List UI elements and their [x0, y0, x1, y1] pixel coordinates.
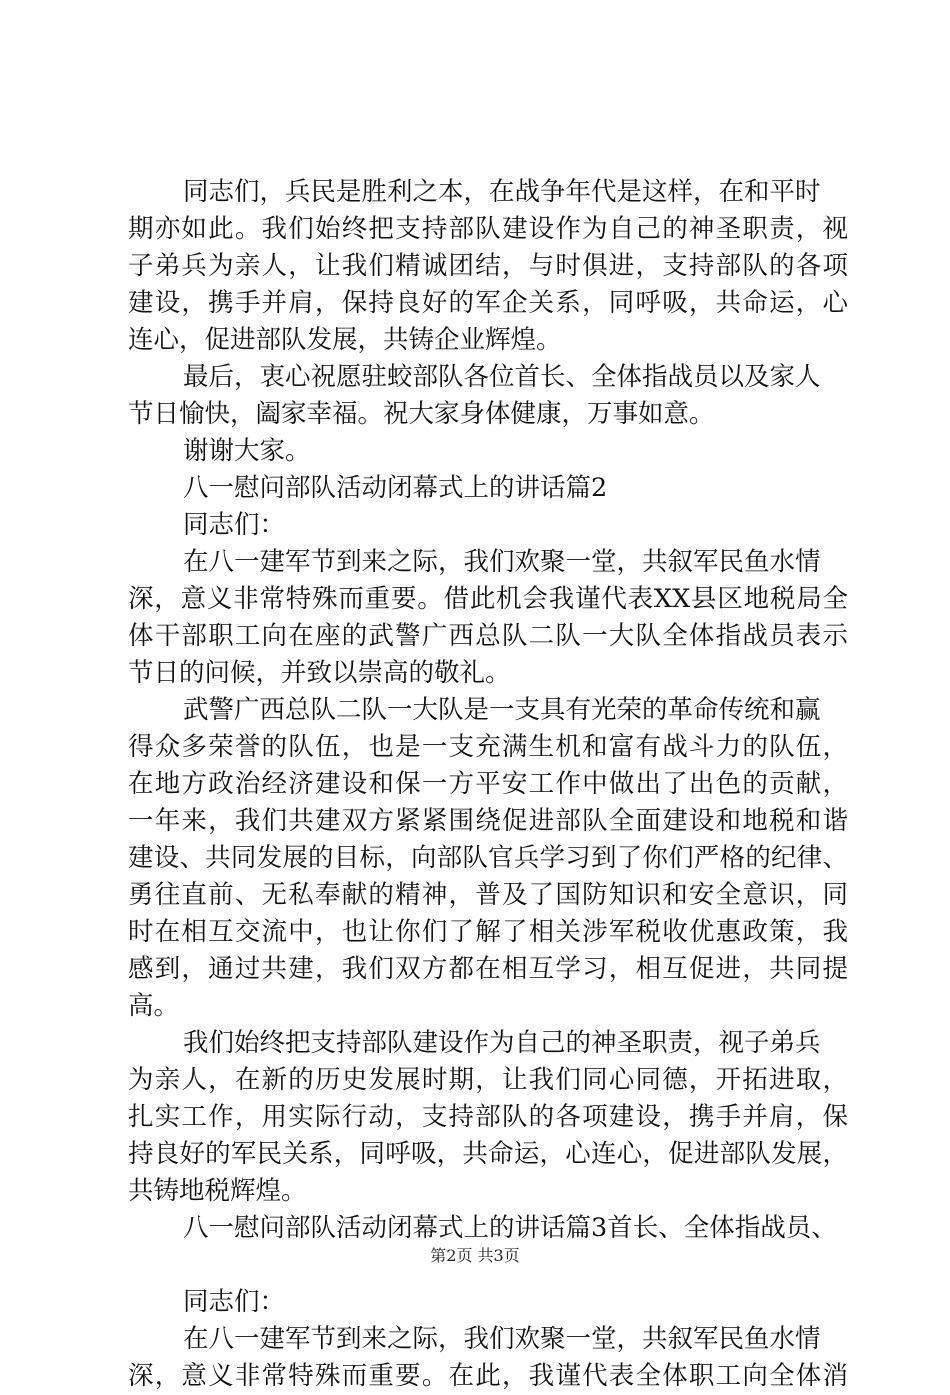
text-line: 扎实工作，用实际行动，支持部队的各项建设，携手并肩，保 — [128, 1102, 848, 1132]
text-line: 在八一建军节到来之际，我们欢聚一堂，共叙军民鱼水情 — [183, 1324, 821, 1354]
text-line: 体干部职工向在座的武警广西总队二队一大队全体指战员表示 — [128, 621, 848, 651]
text-line: 共铸地税辉煌。 — [128, 1176, 307, 1206]
page-footer: 第2页 共3页 — [430, 1246, 520, 1265]
text-line: 深，意义非常特殊而重要。借此机会我谨代表XX县区地税局全 — [128, 584, 848, 614]
text-line: 一年来，我们共建双方紧紧围绕促进部队全面建设和地税和谐 — [128, 806, 848, 836]
text-line: 高。 — [128, 991, 180, 1021]
text-line: 感到，通过共建，我们双方都在相互学习，相互促进，共同提 — [128, 954, 848, 984]
salutation: 同志们： — [183, 510, 286, 540]
text-line: 子弟兵为亲人，让我们精诚团结，与时俱进，支持部队的各项 — [128, 251, 848, 281]
text-line: 在地方政治经济建设和保一方平安工作中做出了出色的贡献， — [128, 769, 848, 799]
section-heading: 八一慰问部队活动闭幕式上的讲话篇3首长、全体指战员、 — [183, 1213, 837, 1243]
text-line: 时在相互交流中，也让你们了解了相关涉军税收优惠政策，我 — [128, 917, 848, 947]
text-line: 节日的问候，并致以崇高的敬礼。 — [128, 658, 511, 688]
section-heading: 八一慰问部队活动闭幕式上的讲话篇2 — [183, 473, 608, 503]
text-line: 建设、共同发展的目标，向部队官兵学习到了你们严格的纪律、 — [128, 843, 848, 873]
text-line: 谢谢大家。 — [183, 436, 311, 466]
text-line: 为亲人，在新的历史发展时期，让我们同心同德，开拓进取， — [128, 1065, 848, 1095]
text-line: 持良好的军民关系，同呼吸，共命运，心连心，促进部队发展， — [128, 1139, 848, 1169]
text-line: 得众多荣誉的队伍，也是一支充满生机和富有战斗力的队伍， — [128, 732, 848, 762]
text-line: 深，意义非常特殊而重要。在此，我谨代表全体职工向全体消 — [128, 1361, 848, 1391]
text-line: 同志们，兵民是胜利之本，在战争年代是这样，在和平时 — [183, 177, 821, 207]
text-line: 勇往直前、无私奉献的精神，普及了国防知识和安全意识，同 — [128, 880, 848, 910]
text-line: 连心，促进部队发展，共铸企业辉煌。 — [128, 325, 562, 355]
text-line: 武警广西总队二队一大队是一支具有光荣的革命传统和赢 — [183, 695, 821, 725]
text-line: 节日愉快，阖家幸福。祝大家身体健康，万事如意。 — [128, 399, 715, 429]
text-line: 最后，衷心祝愿驻蛟部队各位首长、全体指战员以及家人 — [183, 362, 821, 392]
text-line: 在八一建军节到来之际，我们欢聚一堂，共叙军民鱼水情 — [183, 547, 821, 577]
text-line: 期亦如此。我们始终把支持部队建设作为自己的神圣职责，视 — [128, 214, 848, 244]
text-line: 我们始终把支持部队建设作为自己的神圣职责，视子弟兵 — [183, 1028, 821, 1058]
text-line: 建设，携手并肩，保持良好的军企关系，同呼吸，共命运，心 — [128, 288, 848, 318]
document-body — [128, 174, 848, 1395]
salutation: 同志们： — [183, 1287, 286, 1317]
